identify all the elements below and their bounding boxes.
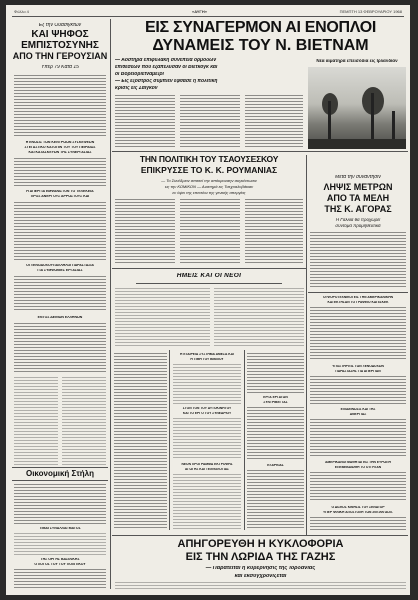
section-rule <box>12 480 108 481</box>
right-headline: ΤΗΣ Κ. ΑΓΟΡΑΣ <box>324 205 392 214</box>
list-body <box>14 377 58 465</box>
bottom-deck: και εκσυγχρονίζεται <box>234 574 287 579</box>
subhead: Ο ΔΙΣΚΟΣ ΚΙΝΗΣΙΣ ΤΟΥ ΣΕΝΑΤΟΡ <box>331 506 385 509</box>
article-body <box>14 484 106 524</box>
subhead: ΤΗΣ ΟΡΓΗΣ ΒΑΣΙΛΙΚΗΣ <box>40 558 80 561</box>
article-body <box>180 95 240 147</box>
subhead: ΑΓΩΓΗΣ ΚΑΙ ΤΕΧΝΟΛΟΓΙΑΣ <box>184 468 230 471</box>
article-body <box>173 474 241 529</box>
newspaper-page <box>6 5 410 595</box>
article-body <box>14 323 106 373</box>
subhead: ΕΡΓΑ ΕΡΓΑΤΩΝ <box>263 396 288 399</box>
article-body <box>115 288 210 348</box>
article-body <box>14 569 106 589</box>
table-title: ΤΙΜΑΙ ΣΥΝΑΛΛΑΓΜΑΤΟΣ <box>39 527 81 530</box>
article-body <box>173 418 241 460</box>
column-rule <box>169 350 170 530</box>
lead-deck: — Εις εξόστρος συμπίεν εφθασε ή πολιτική <box>115 79 218 84</box>
list-body <box>62 377 106 465</box>
exchange-table <box>14 533 106 555</box>
running-header <box>6 7 410 16</box>
second-deck: — Το Συνέδριον απαιτεί την απόκρουσην συγκέντωσιν <box>161 179 257 183</box>
article-body <box>247 470 304 529</box>
right-headline: ΑΠΟ ΤΑ ΜΕΛΗ <box>326 194 390 203</box>
article-body <box>247 353 304 393</box>
lead-deck: κρίσις εις Σαιγκόν <box>115 86 158 91</box>
subhead: ΠΡΟΣ ΑΝΕΡΓΟΥΣ ΑΡΡΩΣΤΟΥΣ ΚΑΙ <box>30 195 90 198</box>
lead-headline: ΕΙΣ ΣΥΝΑΓΕΡΜΟΝ ΑΙ ΕΝΟΠΛΟΙ <box>145 20 376 36</box>
subhead: ΑΜΕΡΙΚΑΝΟΙ ΜΑΘΗΤΑΙ ΕΙΣ ΤΗΝ ΕΥΡΩΠΗ <box>325 461 391 464</box>
subhead: ΕΞΑΡΚΙΑΣ <box>267 464 284 467</box>
subhead: Η ΑΠΕΡΓΙΑ ΕΜΦΑΝΙΣΤΟΝ ΤΟ ΤΕΛΕΚΕΙΑ <box>26 190 94 193</box>
subhead: ΥΠΕΡ ΦΙΛΙΚΗ ΑΠΟΣΤΟΛΗ ΤΩΝ 200.000 ΔΟΛ. <box>323 511 393 514</box>
article-body <box>245 95 303 147</box>
subhead: ΣΤΕΓΑΣΤΙΚΟ ΚΑΤΟΠΙΝ ΤΟΥ ΤΟΥ ΠΕΙΡΑΙΩΣ <box>24 146 96 149</box>
article-body <box>115 582 406 591</box>
subhead: ΑΝΕΡΓΙΑΣ <box>349 413 367 416</box>
section-rule <box>112 535 408 536</box>
page-number: Φύλλο 4 <box>14 9 29 14</box>
subhead: Ο ΛΟΓΟΣ ΤΟΥ ΤΟΥ ΠΟΛΙΤΙΚΟΥ <box>34 563 86 566</box>
article-body <box>114 353 167 529</box>
news-photo <box>308 67 406 149</box>
second-headline: ΤΗΝ ΠΟΛΙΤΙΚΗ ΤΟΥ ΤΣΑΟΥΣΕΣΚΟΥ <box>139 155 279 164</box>
left-deck: Υπέρ 79 Κατά 15 <box>41 65 79 70</box>
article-body <box>214 288 304 348</box>
date-line: ΠΕΜΠΤΗ 13 ΦΕΒΡΟΥΑΡΙΟΥ 1968 <box>339 9 402 14</box>
subhead: ΥΠΟΣΤΗΡΙΞΙΣ ΤΩΝ ΞΕΝΟΔΟΧΩΝ <box>332 365 384 368</box>
section-rule <box>136 283 282 284</box>
lead-deck: — Αόστηρά επιφυλακή συνεπεία ορμόδων <box>115 58 217 63</box>
lead-deck: οι Βορειοβιετναμέζοι <box>115 72 164 77</box>
article-body <box>247 407 304 461</box>
section-rule <box>308 292 408 293</box>
right-kicker: Μετά την συνάντησιν <box>335 175 381 180</box>
column-rule <box>110 19 111 589</box>
article-body <box>245 199 303 265</box>
subhead: ΣΥΝΤΡΙΒΕΙ ΤΑΣ <box>263 401 288 404</box>
article-body <box>310 419 406 457</box>
header-rule <box>12 16 404 17</box>
subhead: ΣΤΟΝ ΤΟΝ ΤΟΥ ΑΥΤΟΚΙΝΗΤΟΥ <box>182 407 232 410</box>
article-body <box>115 199 175 265</box>
subhead: ΕΝΤΟΣ ΔΕΙΝΩΝ ΕΛΛΗΝΩΝ <box>37 316 83 319</box>
left-headline: ΕΜΠΙΣΤΟΣΥΝΗΣ <box>21 41 99 51</box>
subhead: ΠΑΡΑΣΤΑΣΗΣ ΓΙΑ ΑΠΕΡΓΙΑΝ <box>335 370 381 373</box>
article-body <box>310 472 406 502</box>
subhead: Η ΕΤΑΙΡΕΙΑ ΣΥΣΤΗΜΑ ΑΜΕΣΑ ΚΑΙ <box>180 353 234 356</box>
lead-headline: ΔΥΝΑΜΕΙΣ ΤΟΥ Ν. ΒΙΕΤΝΑΜ <box>152 38 369 54</box>
article-body <box>310 307 406 361</box>
center-section-title: ΗΜΕΙΣ ΚΑΙ ΟΙ ΝΕΟΙ <box>176 273 242 279</box>
article-body <box>310 517 406 531</box>
section-rule <box>112 151 408 152</box>
second-headline: ΕΠΙΚΡΥΣΣΕ ΤΟ Κ. Κ. ΡΟΥΜΑΝΙΑΣ <box>140 166 278 175</box>
second-deck: εν όψει της επετείου της γενικής απεργίας <box>172 191 246 195</box>
subhead: ΟΙ ΦΟΡΟΤΕΧΝΙΚΟΙ ΕΙΣ ΤΗΝ ΑΜΕΡΙΚΑΝΙΚΗΝ <box>323 296 393 299</box>
left-headline: ΑΠΟ ΤΗΝ ΓΕΡΟΥΣΙΑΝ <box>12 52 108 61</box>
right-headline: ΛΗΨΙΣ ΜΕΤΡΩΝ <box>323 183 393 192</box>
photo-caption: Νέα αιματηρά επεισόδια εις Ιρλανδίαν <box>316 59 398 63</box>
paper-name: «ΑΥΓΗ» <box>192 9 207 14</box>
lead-deck: επιθέσεων που εξαπέλυσαν οι Βιετκόγκ και <box>115 65 218 70</box>
article-body <box>310 376 406 404</box>
subhead: ΕΠΙΔΕΙΝΩΣΙΣ ΚΑΙ ΤΗΣ <box>340 408 376 411</box>
subhead: ΟΙ ΞΕΝΟΔΟΧΟΥΠΑΛΛΗΛΟΙ ΠΑΡΑΣΤΑΣΙΑ <box>26 264 94 267</box>
bottom-headline: ΑΠΗΓΟΡΕΥΘΗ Η ΚΥΚΛΟΦΟΡΙΑ <box>177 539 344 550</box>
article-body <box>173 364 241 404</box>
article-body <box>14 75 106 137</box>
subhead: ΚΑΙ ΤΟ ΕΡΓΟ ΤΟΥ ΣΥΝΕΔΡΙΟΥ <box>182 412 232 415</box>
right-deck: Η Γαλλία θα προχωρεί <box>335 218 381 222</box>
section-rule <box>112 268 306 269</box>
article-body <box>14 276 106 312</box>
subhead: Η ΤΙΜΗ ΤΟΥ ΒΙΒΛΙΟΥ <box>190 358 224 361</box>
subhead: ΚΑΤΕΚΤΗΣΑΝ ΤΟ ΓΡΑΦΕΙΟ ΚΑΠΙΣΚΕΚ <box>327 301 389 304</box>
subhead: ΕΠΕΒΕΒΑΙΩΘΗ ΤΟ ΟΤΙ ΗΤΑΝ <box>334 466 382 469</box>
subhead: Η ΕΝΩΣΙΣ ΤΩΝ ΚΕΝΤΡΩΩΝ ΣΥΣΚΕΨΕΩΝ <box>25 141 95 144</box>
left-kicker: Εξ την Ουάσιγκτων <box>38 23 82 28</box>
article-body <box>310 232 406 288</box>
bottom-deck: — Παρατεῖται ή κυβέρνησις τῆς Ἰορδανίας <box>205 566 316 571</box>
economic-column-title: Οικονομική Στήλη <box>25 470 94 478</box>
second-deck: εις την ΚΟΜΙΚΟΝ — Αυστηρά εις Τσεχοσλοβάκιαν <box>164 185 254 189</box>
right-deck: σύντομα προμηθευτικά <box>335 224 381 228</box>
subhead: ΓΙΑ ΣΥΜΦΩΝΙΕΣ ΕΡΓΑΣΙΑΣ <box>37 269 83 272</box>
article-body <box>14 158 106 186</box>
subhead: ΝΕΟΝ ΠΡΟΓΡΑΜΜΑ ΕΚΤΡΟΦΗΣ <box>181 463 233 466</box>
article-body <box>115 95 175 147</box>
column-rule <box>306 155 307 535</box>
article-body <box>180 199 240 265</box>
article-body <box>14 202 106 260</box>
bottom-headline: ΕΙΣ ΤΗΝ ΛΩΡΙΔΑ ΤΗΣ ΓΑΖΗΣ <box>185 552 336 563</box>
left-headline: ΚΑΙ ΨΗΦΟΣ <box>31 30 89 40</box>
section-rule <box>12 467 108 468</box>
subhead: ΚΑΙ ΚΑΤΑΣΚΕΥΩΝ ΤΗΣ ΣΥΝΕΡΓΑΣΙΑΣ <box>28 151 92 154</box>
column-rule <box>244 350 245 530</box>
